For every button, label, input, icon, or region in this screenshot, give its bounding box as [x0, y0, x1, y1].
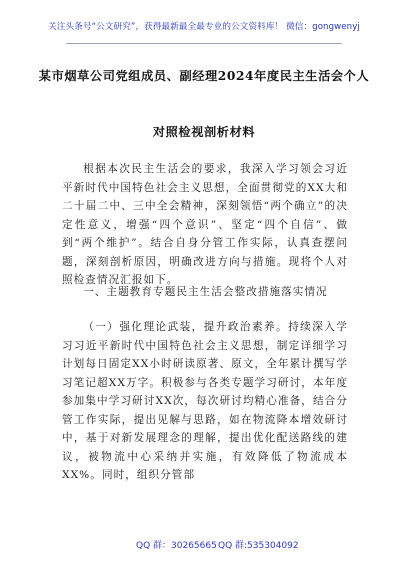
document-title-line-1: 某市烟草公司党组成员、副经理2024年度民主生活会个人 [38, 69, 370, 83]
intro-paragraph-block [62, 160, 348, 290]
intro-paragraph: 根据本次民主生活会的要求，我深入学习领会习近平新时代中国特色社会主义思想，全面贯彻党的XX大和二十届二中、三中全会精神，深刻领悟“两个确立”的决定性意义，增强“四个意识”、坚定“四个自信”、做到“两个维护”。结合自身分管工作实际，认真查摆问题，深刻剖析原因，明确改进方向与措施。现将个人对照检查情况汇报如下。 [62, 163, 348, 287]
document-title-line-2: 对照检视剖析材料 [152, 125, 256, 139]
section-paragraph-block [62, 318, 348, 485]
header-divider [66, 43, 342, 44]
section-heading-1: 一、主题教育专题民主生活会整改措施落实情况 [83, 286, 328, 298]
header-banner: 关注头条号“公文研究”，获得最新最全最专业的公文资料库！ 微信：gongwenyj [48, 22, 360, 32]
footer-qq-group-right: QQ 群:535304092 [218, 541, 299, 551]
section-heading-block [62, 283, 348, 302]
section-1-paragraph: （一）强化理论武装，提升政治素养。持续深入学习习近平新时代中国特色社会主义思想，制定详细学习计划每日固定XX小时研读原著、原文，全年累计撰写学习笔记超XX万字。积极参与各类专题学习研讨，本年度参加集中学习研讨XX次，每次研讨均精心准备，结合分管工作实际，提出见解与思路，如在物流降本增效研讨中，基于对新发展理念的理解，提出优化配送路线的建议，被物流中心采纳并实施，有效降低了物流成本XX%。同时，组织分管部 [62, 321, 348, 482]
footer-qq-group-left: QQ 群：30265665 [136, 541, 217, 551]
